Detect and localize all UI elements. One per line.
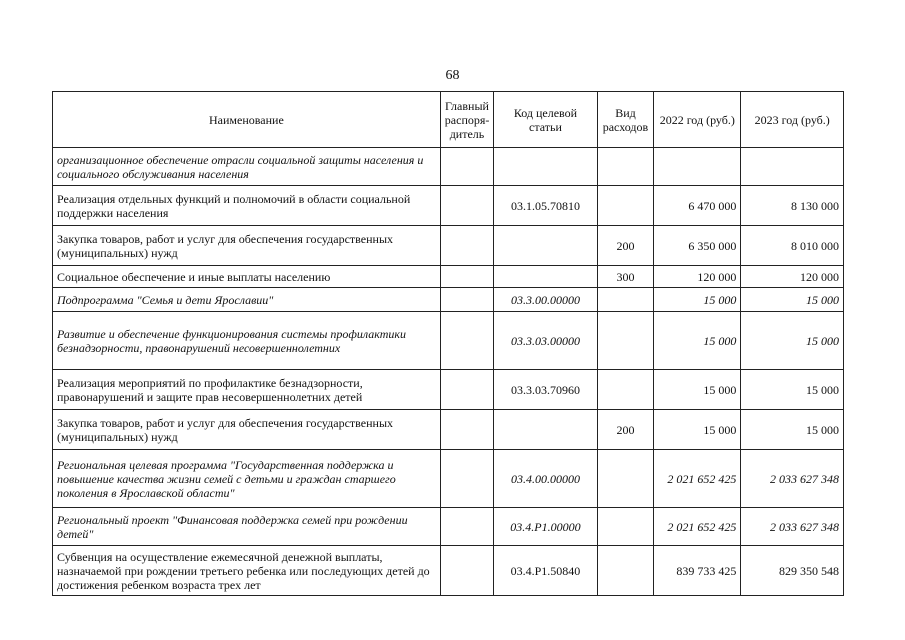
row-name: Региональный проект "Финансовая поддержка семей при рождении детей" — [53, 508, 441, 546]
row-admin — [440, 288, 493, 312]
table-body — [53, 148, 844, 596]
row-admin — [440, 450, 493, 508]
row-name: Развитие и обеспечение функционирования системы профилактики безнадзорности, правонарушений несовершеннолетних — [53, 312, 441, 370]
table-row — [53, 370, 844, 410]
row-code: 03.3.03.70960 — [494, 370, 598, 410]
row-2023: 8 130 000 — [741, 186, 844, 226]
row-2023: 2 033 627 348 — [741, 450, 844, 508]
header-name: Наименование — [53, 92, 441, 148]
row-2022: 15 000 — [654, 410, 741, 450]
table-row — [53, 226, 844, 266]
row-code: 03.4.P1.00000 — [494, 508, 598, 546]
row-expense-type: 300 — [597, 266, 653, 288]
row-2022: 2 021 652 425 — [654, 508, 741, 546]
row-2022: 6 470 000 — [654, 186, 741, 226]
row-2023 — [741, 148, 844, 186]
row-code: 03.3.03.00000 — [494, 312, 598, 370]
row-code: 03.3.00.00000 — [494, 288, 598, 312]
row-name: Подпрограмма "Семья и дети Ярославии" — [53, 288, 441, 312]
row-code: 03.4.P1.50840 — [494, 546, 598, 596]
row-code: 03.4.00.00000 — [494, 450, 598, 508]
header-2022: 2022 год (руб.) — [654, 92, 741, 148]
row-2022: 15 000 — [654, 370, 741, 410]
row-admin — [440, 370, 493, 410]
row-2022 — [654, 148, 741, 186]
row-expense-type — [597, 186, 653, 226]
row-2022: 6 350 000 — [654, 226, 741, 266]
row-code — [494, 410, 598, 450]
row-2022: 120 000 — [654, 266, 741, 288]
table-row — [53, 546, 844, 596]
row-2023: 120 000 — [741, 266, 844, 288]
row-expense-type — [597, 148, 653, 186]
row-admin — [440, 186, 493, 226]
table-row — [53, 450, 844, 508]
table-row — [53, 266, 844, 288]
row-2023: 15 000 — [741, 370, 844, 410]
row-2023: 15 000 — [741, 288, 844, 312]
row-code: 03.1.05.70810 — [494, 186, 598, 226]
header-code: Код целевой статьи — [494, 92, 598, 148]
row-2023: 15 000 — [741, 312, 844, 370]
row-name: организационное обеспечение отрасли социальной защиты населения и социального обслуживания населения — [53, 148, 441, 186]
row-2023: 15 000 — [741, 410, 844, 450]
row-name: Социальное обеспечение и иные выплаты населению — [53, 266, 441, 288]
row-admin — [440, 312, 493, 370]
row-admin — [440, 508, 493, 546]
budget-table — [52, 91, 844, 596]
row-name: Субвенция на осуществление ежемесячной денежной выплаты, назначаемой при рождении третьего ребенка или последующих детей до достижения ребенком возраста трех лет — [53, 546, 441, 596]
row-admin — [440, 226, 493, 266]
row-name: Реализация отдельных функций и полномочий в области социальной поддержки населения — [53, 186, 441, 226]
row-code — [494, 226, 598, 266]
row-2023: 8 010 000 — [741, 226, 844, 266]
row-admin — [440, 266, 493, 288]
page-number: 68 — [445, 68, 460, 83]
row-2022: 839 733 425 — [654, 546, 741, 596]
row-name: Закупка товаров, работ и услуг для обеспечения государственных (муниципальных) нужд — [53, 410, 441, 450]
row-expense-type — [597, 288, 653, 312]
table-row — [53, 186, 844, 226]
row-2022: 2 021 652 425 — [654, 450, 741, 508]
header-2023: 2023 год (руб.) — [741, 92, 844, 148]
table-header-row — [53, 92, 844, 148]
row-expense-type — [597, 450, 653, 508]
table-row — [53, 148, 844, 186]
row-2023: 2 033 627 348 — [741, 508, 844, 546]
table-row — [53, 410, 844, 450]
row-2022: 15 000 — [654, 312, 741, 370]
row-admin — [440, 410, 493, 450]
row-2023: 829 350 548 — [741, 546, 844, 596]
row-admin — [440, 546, 493, 596]
row-code — [494, 148, 598, 186]
row-name: Региональная целевая программа "Государственная поддержка и повышение качества жизни семей с детьми и граждан старшего поколения в Ярославской области" — [53, 450, 441, 508]
row-expense-type — [597, 546, 653, 596]
row-expense-type — [597, 312, 653, 370]
row-expense-type — [597, 370, 653, 410]
row-code — [494, 266, 598, 288]
row-expense-type: 200 — [597, 226, 653, 266]
row-name: Реализация мероприятий по профилактике безнадзорности, правонарушений и защите прав несовершеннолетних детей — [53, 370, 441, 410]
row-expense-type — [597, 508, 653, 546]
header-admin: Главный распоря-дитель — [440, 92, 493, 148]
table-row — [53, 312, 844, 370]
row-name: Закупка товаров, работ и услуг для обеспечения государственных (муниципальных) нужд — [53, 226, 441, 266]
row-2022: 15 000 — [654, 288, 741, 312]
table-row — [53, 508, 844, 546]
table-row — [53, 288, 844, 312]
row-admin — [440, 148, 493, 186]
row-expense-type: 200 — [597, 410, 653, 450]
header-type: Вид расходов — [597, 92, 653, 148]
